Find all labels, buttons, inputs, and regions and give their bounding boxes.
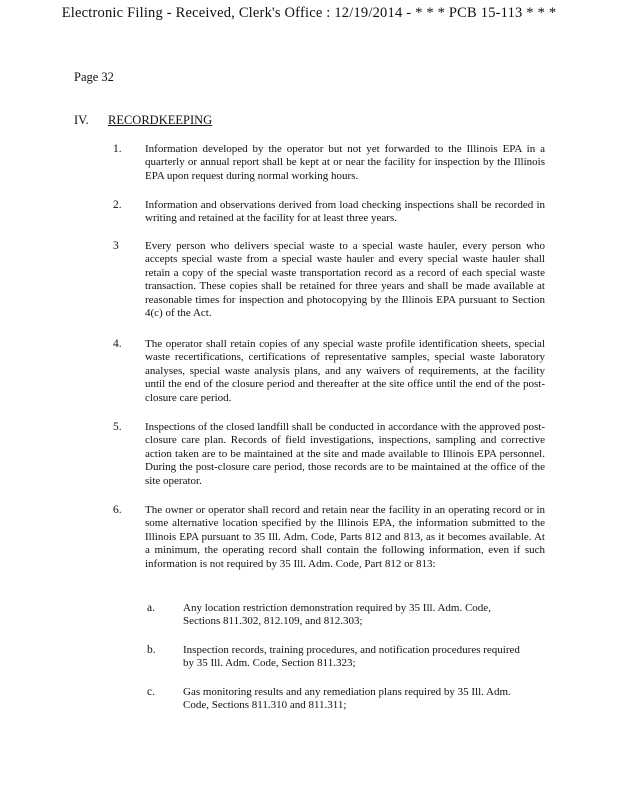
item-6-number: 6. bbox=[113, 504, 122, 516]
item-4-number: 4. bbox=[113, 338, 122, 350]
item-3-number: 3 bbox=[113, 240, 119, 252]
subitem-c-letter: c. bbox=[147, 686, 155, 698]
subitem-b-text: Inspection records, training procedures, and notification procedures required by 35 Ill. Adm. Code, Section 811.323; bbox=[183, 644, 520, 670]
item-2-text: Information and observations derived from load checking inspections shall be recorded in writing and retained at the facility for at least three years. bbox=[145, 199, 545, 225]
item-5-number: 5. bbox=[113, 421, 122, 433]
item-4-text: The operator shall retain copies of any special waste profile identification sheets, special waste recertifications, certifications of representative samples, special waste laboratory analyses, special waste analysis plans, and any waivers of requirements, at the facility until the end of the closure period and thereafter at the site office until the end of the post-closure care period. bbox=[145, 338, 545, 404]
item-5-text: Inspections of the closed landfill shall be conducted in accordance with the approved post-closure care plan. Records of field investigations, inspections, sampling and corrective action taken are to be maintained at the site and made available to Illinois EPA personnel. During the post-closure care period, those records are to be maintained at the office of the site operator. bbox=[145, 421, 545, 487]
subitem-a-letter: a. bbox=[147, 602, 155, 614]
item-3-text: Every person who delivers special waste to a special waste hauler, every person who accepts special waste from a special waste hauler and every special waste hauler shall retain a copy of the special waste transportation record as a record of each special waste transaction. These copies shall be retained for three years and shall be made available at reasonable times for inspection and photocopying by the Illinois EPA pursuant to Section 4(c) of the Act. bbox=[145, 240, 545, 320]
item-1-text: Information developed by the operator but not yet forwarded to the Illinois EPA in a quarterly or annual report shall be kept at or near the facility for inspection by the Illinois EPA upon request during normal working hours. bbox=[145, 143, 545, 182]
subitem-a-text: Any location restriction demonstration required by 35 Ill. Adm. Code, Sections 811.302, 812.109, and 812.303; bbox=[183, 602, 491, 628]
section-title: RECORDKEEPING bbox=[108, 113, 213, 127]
page-number: Page 32 bbox=[74, 70, 114, 84]
section-number: IV. bbox=[74, 113, 89, 127]
item-6-text: The owner or operator shall record and retain near the facility in an operating record or in some alternative location specified by the Illinois EPA, the information submitted to the Illinois EPA pursuant to 35 Ill. Adm. Code, Parts 812 and 813, as it becomes available. At a minimum, the operating record shall contain the following information, even if such information is not required by 35 Ill. Adm. Code, Part 812 or 813: bbox=[145, 504, 545, 570]
item-1-number: 1. bbox=[113, 143, 122, 155]
subitem-b-letter: b. bbox=[147, 644, 156, 656]
item-2-number: 2. bbox=[113, 199, 122, 211]
subitem-c-text: Gas monitoring results and any remediation plans required by 35 Ill. Adm. Code, Sections 811.310 and 811.311; bbox=[183, 686, 511, 712]
filing-stamp-header: Electronic Filing - Received, Clerk's Office : 12/19/2014 - * * * PCB 15-113 * * * bbox=[61, 5, 557, 21]
